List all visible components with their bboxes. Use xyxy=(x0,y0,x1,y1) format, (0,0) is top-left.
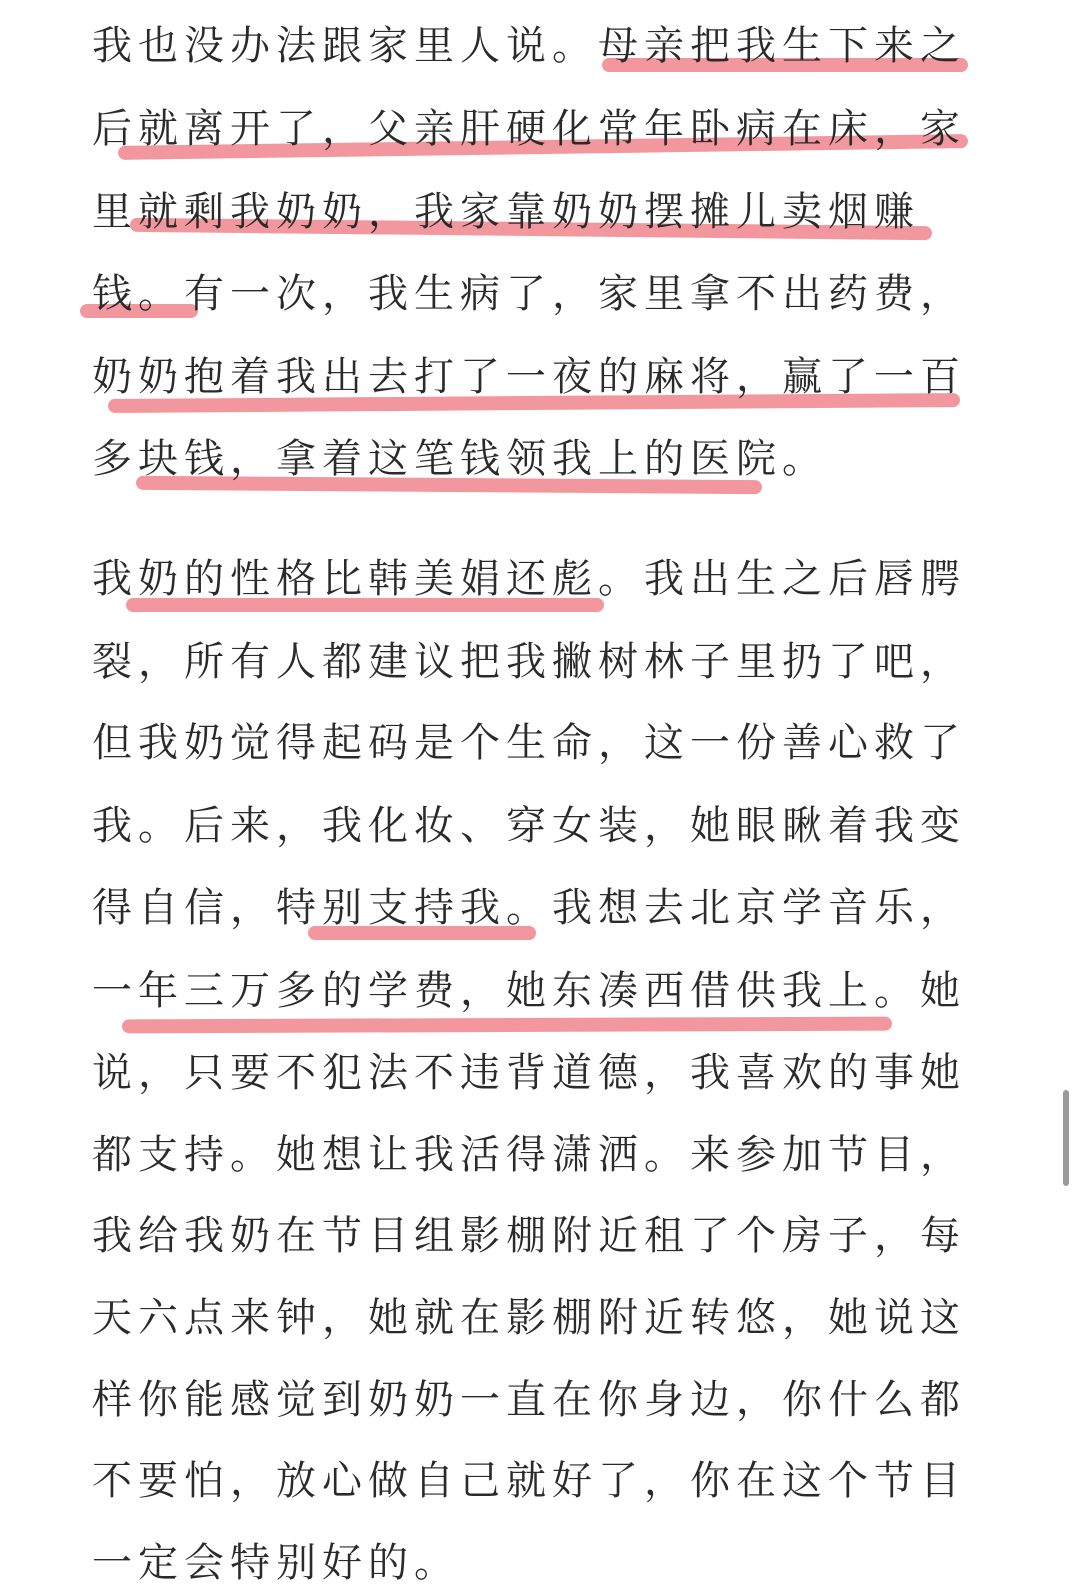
text-line: 钱。有一次，我生病了，家里拿不出药费， xyxy=(92,271,966,317)
text-line: 得自信，特别支持我。我想去北京学音乐， xyxy=(92,885,966,931)
scrollbar-thumb[interactable] xyxy=(1063,1090,1069,1186)
text-line: 天六点来钟，她就在影棚附近转悠，她说这 xyxy=(92,1295,966,1341)
text-line: 我给我奶在节目组影棚附近租了个房子，每 xyxy=(92,1213,966,1259)
text-line: 一年三万多的学费，她东凑西借供我上。她 xyxy=(92,968,966,1014)
text-line: 奶奶抱着我出去打了一夜的麻将，赢了一百 xyxy=(92,354,966,400)
text-line: 一定会特别好的。 xyxy=(92,1540,460,1586)
text-line: 多块钱，拿着这笔钱领我上的医院。 xyxy=(92,436,828,482)
text-line: 裂，所有人都建议把我撇树林子里扔了吧， xyxy=(92,639,966,685)
text-line: 说，只要不犯法不违背道德，我喜欢的事她 xyxy=(92,1050,966,1096)
text-line: 都支持。她想让我活得潇洒。来参加节目， xyxy=(92,1132,966,1178)
text-line: 我也没办法跟家里人说。母亲把我生下来之 xyxy=(92,23,966,69)
text-line: 但我奶觉得起码是个生命，这一份善心救了 xyxy=(92,720,966,766)
text-line: 里就剩我奶奶，我家靠奶奶摆摊儿卖烟赚 xyxy=(92,189,920,235)
text-line: 我。后来，我化妆、穿女装，她眼瞅着我变 xyxy=(92,803,966,849)
text-line: 不要怕，放心做自己就好了，你在这个节目 xyxy=(92,1458,966,1504)
text-line: 我奶的性格比韩美娟还彪。我出生之后唇腭 xyxy=(92,556,966,602)
text-line: 样你能感觉到奶奶一直在你身边，你什么都 xyxy=(92,1377,966,1423)
text-line: 后就离开了，父亲肝硬化常年卧病在床，家 xyxy=(92,106,966,152)
